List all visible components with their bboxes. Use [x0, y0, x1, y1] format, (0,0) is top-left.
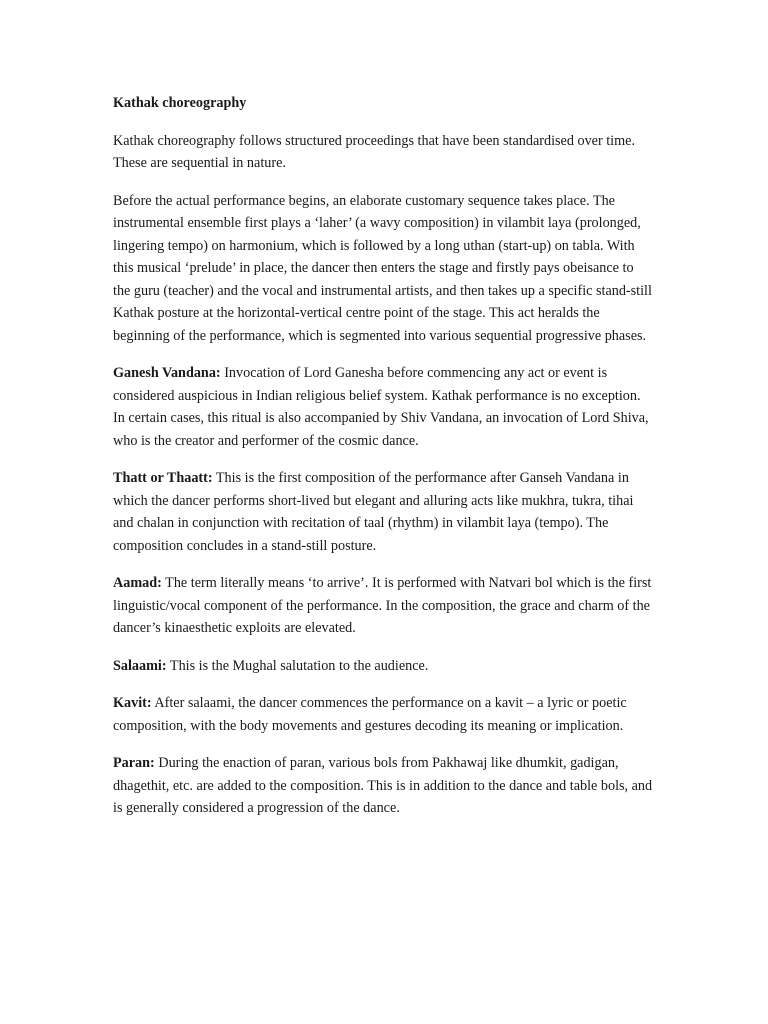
section-text: During the enaction of paran, various bols from Pakhawaj like dhumkit, gadigan, dhagethit, etc. are added to the composition. This is in addition to the dance and table bols, and is generally considered a progression of the dance.: [113, 755, 653, 816]
section-text: Invocation of Lord Ganesha before commencing any act or event is considered auspicious in Indian religious belief system. Kathak performance is no exception. In certain cases, this ritual is also accompanied by Shiv Vandana, an invocation of Lord Shiva, who is the creator and performer of the cosmic dance.: [113, 365, 649, 449]
preamble-paragraph: Before the actual performance begins, an elaborate customary sequence takes place. The instrumental ensemble first plays a ‘laher’ (a wavy composition) in vilambit laya (prolonged, lingering tempo) on harmonium, which is followed by a long uthan (start-up) on tabla. With this musical ‘prelude’ in place, the dancer then enters the stage and firstly pays obeisance to the guru (teacher) and the vocal and instrumental artists, and then takes up a specific stand-still Kathak posture at the horizontal-vertical centre point of the stage. This act heralds the beginning of the performance, which is segmented into various sequential progressive phases.: [113, 192, 652, 344]
section-paran: [113, 752, 653, 820]
section-salaami: [113, 655, 653, 678]
section-term: Aamad:: [113, 575, 162, 591]
section-text: This is the Mughal salutation to the audience.: [166, 657, 429, 674]
section-thatt: [113, 467, 653, 557]
section-ganesh-vandana: [113, 362, 653, 452]
section-aamad: [113, 572, 653, 640]
section-text: The term literally means ‘to arrive’. It is performed with Natvari bol which is the first linguistic/vocal component of the performance. In the composition, the grace and charm of the dancer’s kinaesthetic exploits are elevated.: [113, 575, 652, 636]
section-kavit: [113, 692, 653, 737]
section-term: Ganesh Vandana:: [113, 365, 221, 381]
section-term: Thatt or Thaatt:: [113, 470, 213, 486]
section-term: Salaami:: [113, 657, 167, 674]
document-body: [113, 92, 653, 835]
section-term: Kavit:: [113, 695, 152, 711]
document-title: Kathak choreography: [113, 95, 247, 111]
section-text: After salaami, the dancer commences the performance on a kavit – a lyric or poetic composition, with the body movements and gestures decoding its meaning or implication.: [113, 695, 627, 734]
intro-paragraph: Kathak choreography follows structured proceedings that have been standardised over time. These are sequential in nature.: [113, 132, 636, 171]
section-text: This is the first composition of the performance after Ganseh Vandana in which the dancer performs short-lived but elegant and alluring acts like mukhra, tukra, tihai and chalan in conjunction with recitation of taal (rhythm) in vilambit laya (tempo). The composition concludes in a stand-still posture.: [113, 470, 634, 554]
section-term: Paran:: [113, 755, 155, 771]
